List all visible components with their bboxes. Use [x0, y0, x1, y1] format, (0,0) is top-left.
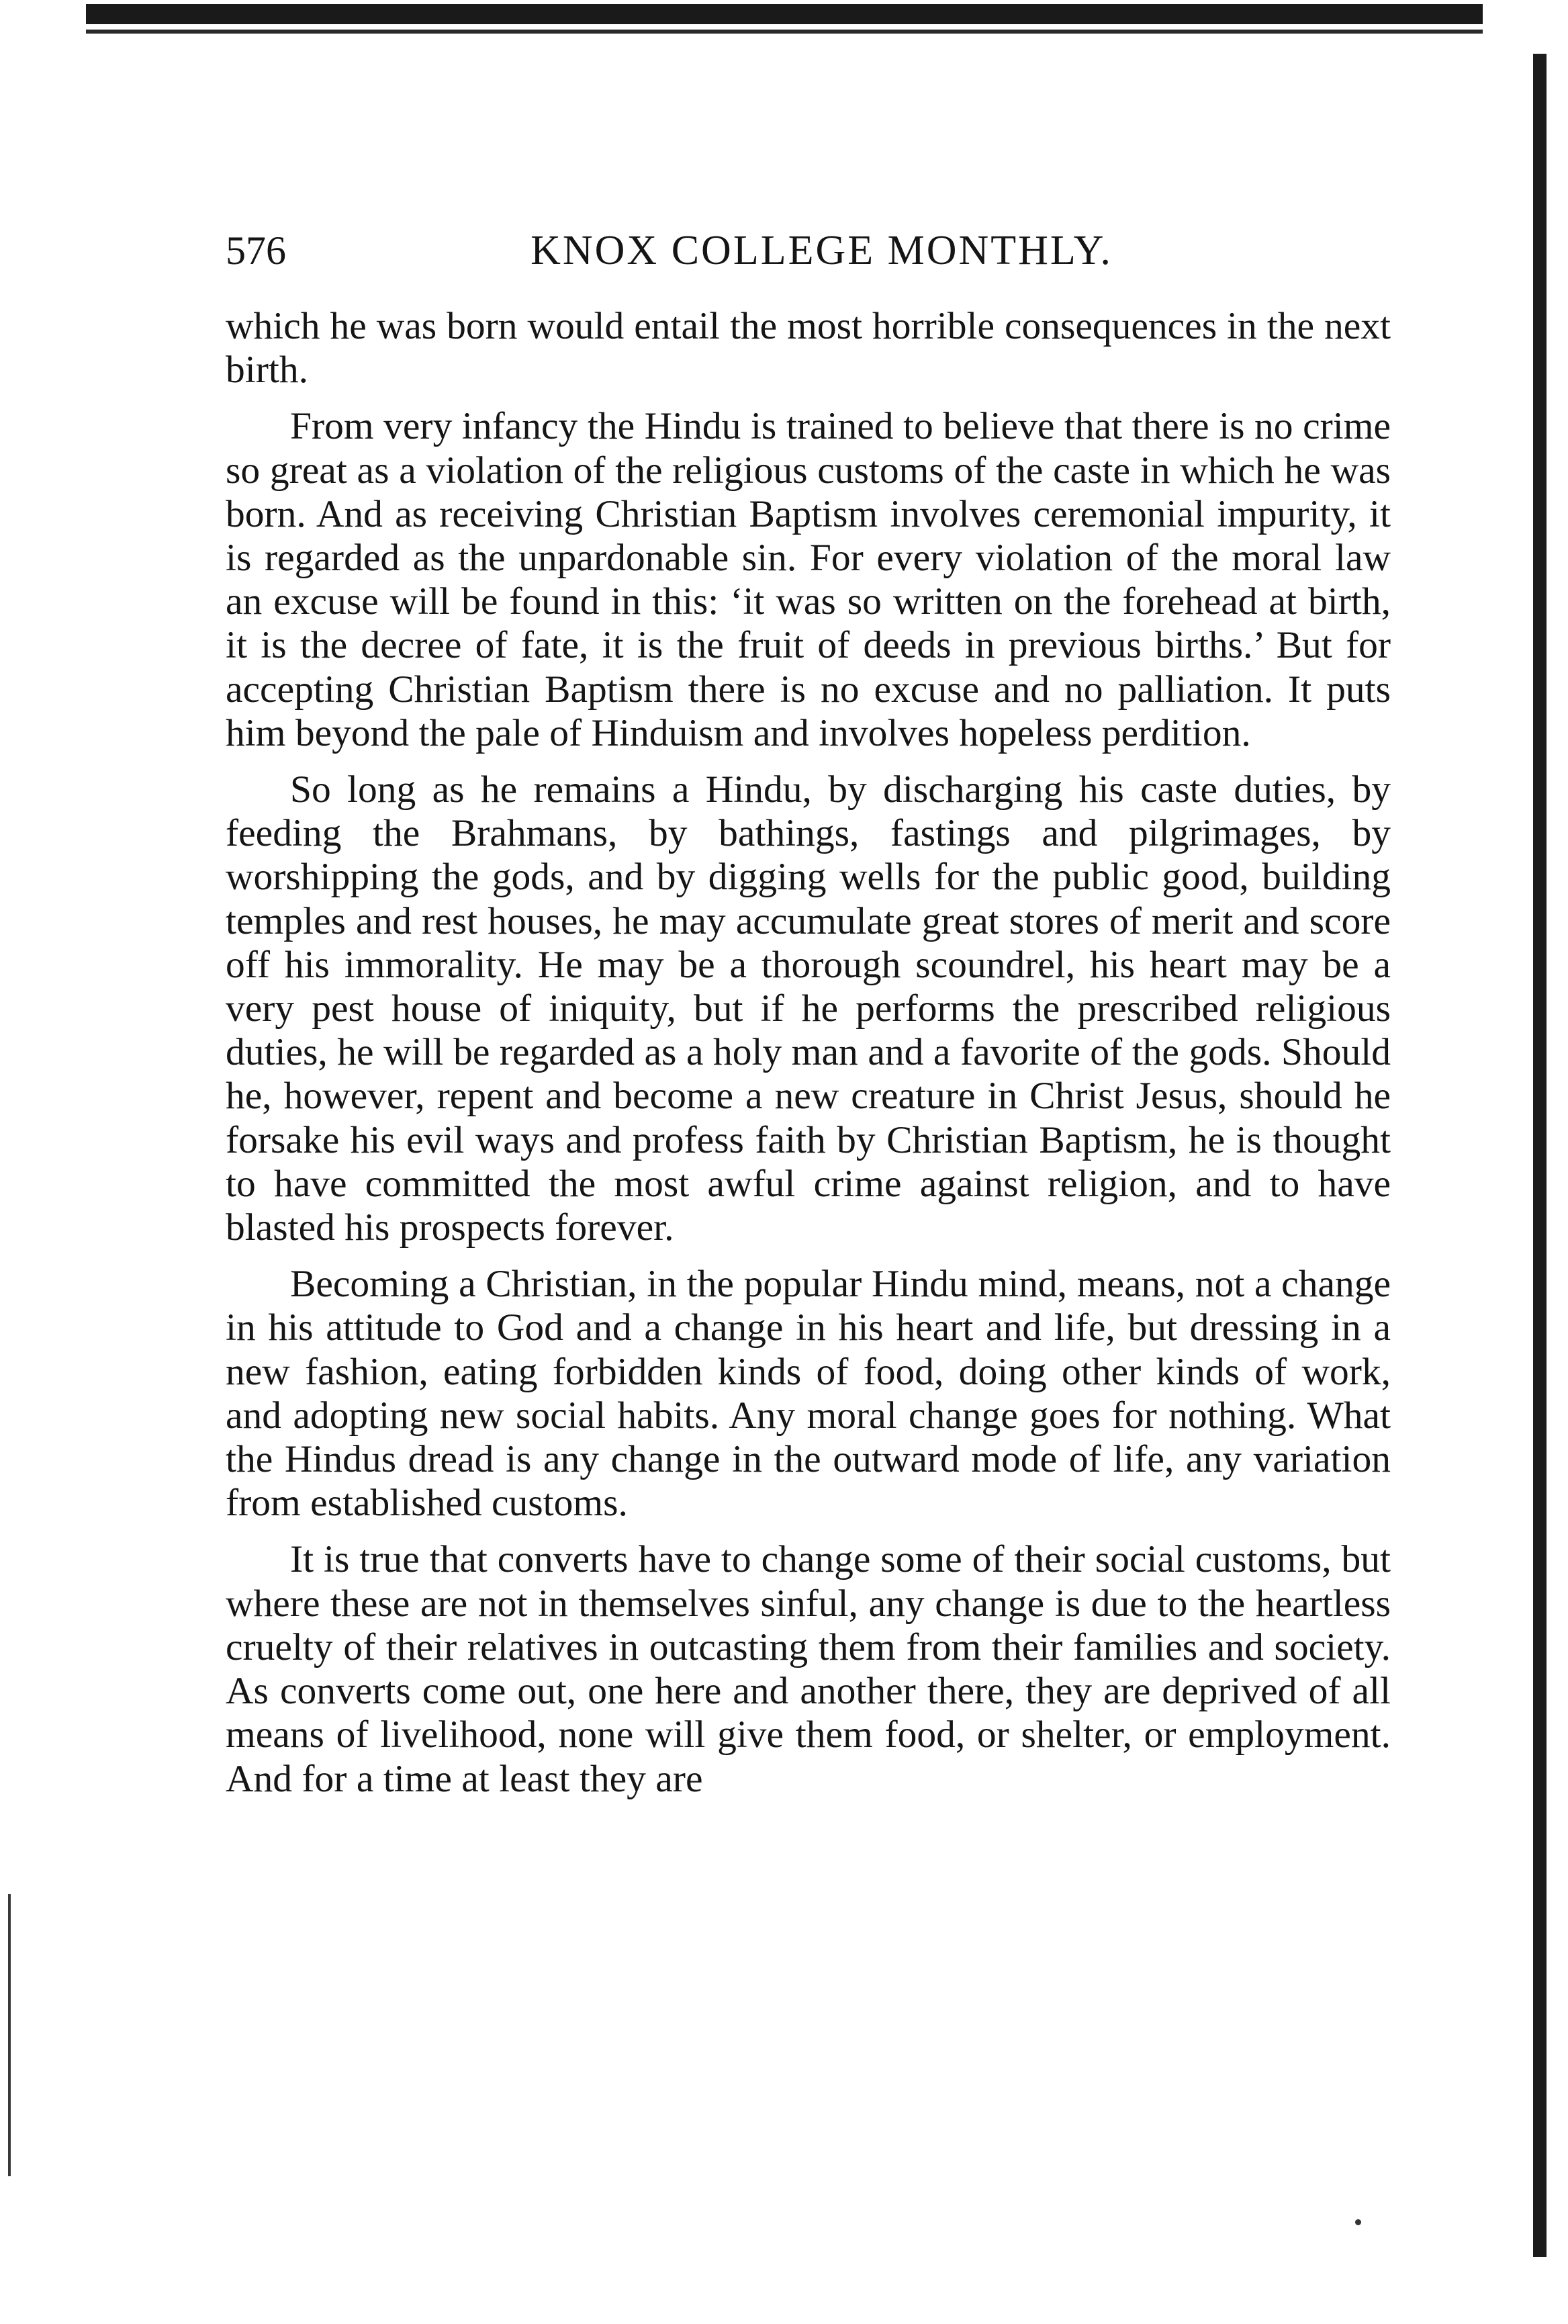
top-border-rule — [86, 4, 1483, 36]
paragraph-continued: which he was born would entail the most horrible consequences in the next birth. — [226, 305, 1391, 392]
margin-dot — [1355, 2219, 1361, 2225]
page-number: 576 — [226, 228, 286, 273]
page-edge-bar — [1533, 54, 1547, 2257]
running-head: KNOX COLLEGE MONTHLY. — [531, 228, 1113, 273]
page-header — [226, 227, 1391, 274]
paragraph: From very infancy the Hindu is trained to believe that there is no crime so great as a violation of the religious customs of the caste in which he was born. And as receiving Christian Baptism involves ceremonial impurity, it is regarded as the unpardonable sin. For every violation of the moral law an excuse will be found in this: ‘it was so written on the forehead at birth, it is the decree of fate, it is the fruit of deeds in previous births.’ But for accepting Christian Baptism there is no excuse and no palliation. It puts him beyond the pale of Hinduism and involves hopeless perdition. — [226, 405, 1391, 754]
left-margin-mark — [8, 1894, 11, 2176]
paragraph: So long as he remains a Hindu, by discharging his caste duties, by feeding the Brahmans, by bathings, fastings and pilgrimages, by worshipping the gods, and by digging wells for the public good, building temples and rest houses, he may accumulate great stores of merit and score off his immorality. He may be a thorough scoundrel, his heart may be a very pest house of iniquity, but if he performs the prescribed religious duties, he will be regarded as a holy man and a favorite of the gods. Should he, however, repent and become a new creature in Christ Jesus, should he forsake his evil ways and profess faith by Christian Baptism, he is thought to have committed the most awful crime against religion, and to have blasted his prospects forever. — [226, 768, 1391, 1249]
paragraph: It is true that converts have to change some of their social customs, but where these are not in themselves sinful, any change is due to the heartless cruelty of their relatives in outcasting them from their families and society. As converts come out, one here and another there, they are deprived of all means of livelihood, none will give them food, or shelter, or employment. And for a time at least they are — [226, 1538, 1391, 1800]
article-body — [226, 304, 1391, 1814]
paragraph: Becoming a Christian, in the popular Hindu mind, means, not a change in his attitude to God and a change in his heart and life, but dressing in a new fashion, eating forbidden kinds of food, doing other kinds of work, and adopting new social habits. Any moral change goes for nothing. What the Hindus dread is any change in the outward mode of life, any variation from established customs. — [226, 1263, 1391, 1525]
